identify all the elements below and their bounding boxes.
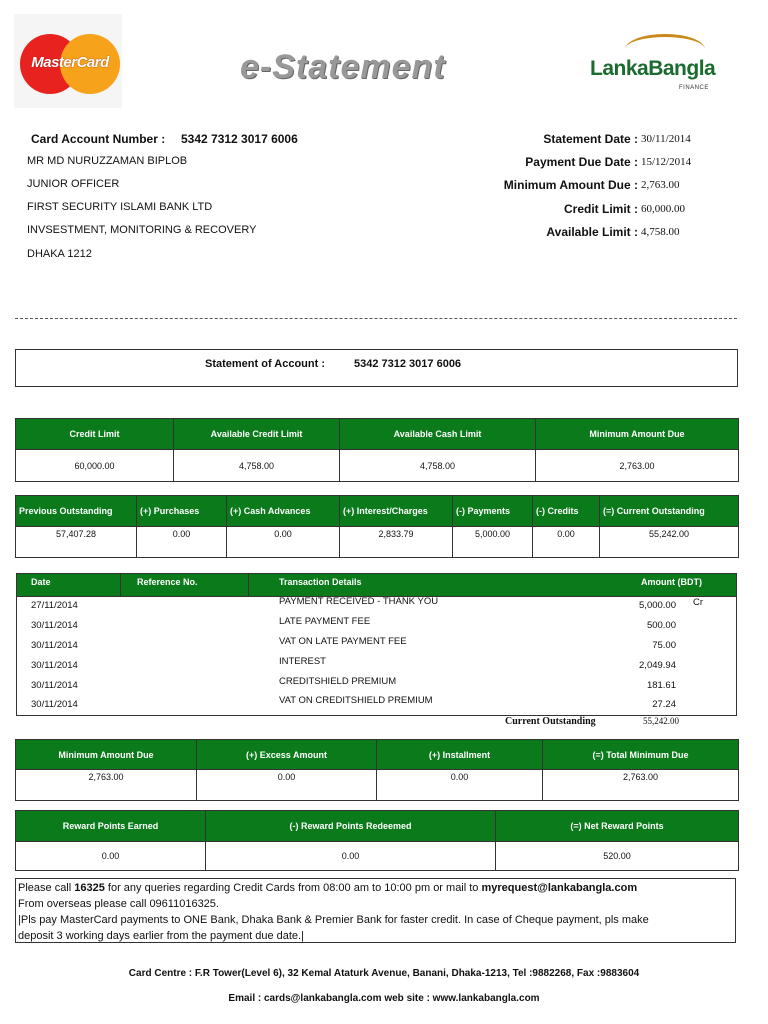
tx-header-amount: Amount (BDT): [641, 577, 702, 587]
minimum-header-excess: (+) Excess Amount: [197, 740, 377, 770]
tx-amount: 181.61: [646, 680, 676, 691]
tx-flag: Cr: [693, 597, 704, 608]
reward-header-earned: Reward Points Earned: [16, 811, 206, 842]
tx-header-details: Transaction Details: [279, 577, 362, 587]
address-line-1: MR MD NURUZZAMAN BIPLOB: [27, 155, 188, 167]
support-email-link[interactable]: myrequest@lankabangla.com: [481, 882, 638, 894]
outstanding-value-payments: 5,000.00: [453, 527, 533, 558]
minimum-header-due: Minimum Amount Due: [16, 740, 197, 770]
address-line-4: INVSESTMENT, MONITORING & RECOVERY: [27, 224, 257, 236]
tx-details: VAT ON LATE PAYMENT FEE: [279, 636, 407, 647]
tx-amount: 500.00: [646, 620, 676, 631]
transactions-header: [16, 573, 737, 597]
available-limit-label: Available Limit :: [546, 225, 638, 239]
tx-date: 30/11/2014: [31, 660, 78, 671]
footer-contact: Email : cards@lankabangla.com web site : www.lankabangla.com: [228, 993, 540, 1004]
reward-header-net: (=) Net Reward Points: [496, 811, 739, 842]
reward-points-table: [15, 810, 739, 871]
outstanding-value-credits: 0.00: [533, 527, 600, 558]
minimum-amount-due-label: Minimum Amount Due :: [503, 178, 638, 192]
minimum-value-due: 2,763.00: [16, 770, 197, 801]
limits-value-available-credit: 4,758.00: [174, 450, 340, 482]
tx-header-reference: Reference No.: [137, 577, 198, 587]
support-phone: 16325: [74, 882, 105, 894]
payment-due-date-label: Payment Due Date :: [525, 155, 638, 169]
tx-amount: 27.24: [652, 699, 676, 710]
tx-details: CREDITSHIELD PREMIUM: [279, 676, 397, 687]
table-row: [17, 658, 738, 678]
outstanding-header-previous: Previous Outstanding: [16, 496, 137, 527]
notes-line-4: deposit 3 working days earlier from the payment due date.|: [18, 930, 304, 942]
outstanding-header-payments: (-) Payments: [453, 496, 533, 527]
lankabangla-logo-sub: FINANCE: [679, 85, 709, 91]
credit-limit-label: Credit Limit :: [564, 202, 638, 216]
outstanding-table: [15, 495, 739, 558]
address-line-3: FIRST SECURITY ISLAMI BANK LTD: [27, 201, 213, 213]
outstanding-header-credits: (-) Credits: [533, 496, 600, 527]
outstanding-header-interest: (+) Interest/Charges: [340, 496, 453, 527]
reward-value-earned: 0.00: [16, 842, 206, 871]
statement-of-account-value: 5342 7312 3017 6006: [354, 358, 462, 370]
outstanding-value-interest: 2,833.79: [340, 527, 453, 558]
tx-details: LATE PAYMENT FEE: [279, 616, 371, 627]
outstanding-value-current: 55,242.00: [600, 527, 739, 558]
minimum-value-installment: 0.00: [377, 770, 543, 801]
statement-date-label: Statement Date :: [543, 132, 638, 146]
card-number-value: 5342 7312 3017 6006: [181, 132, 298, 146]
payment-due-date-value: 15/12/2014: [641, 156, 692, 168]
limits-header-available-cash: Available Cash Limit: [340, 419, 536, 450]
notes-box: [15, 878, 736, 943]
notes-line-2: From overseas please call 09611016325.: [18, 898, 219, 910]
card-number-label: Card Account Number :: [31, 132, 166, 146]
table-row: [17, 697, 738, 717]
limits-value-available-cash: 4,758.00: [340, 450, 536, 482]
tx-amount: 75.00: [652, 640, 676, 651]
lankabangla-logo-text: LankaBangla: [590, 57, 716, 80]
minimum-due-table: [15, 739, 739, 801]
outstanding-value-cash-advances: 0.00: [227, 527, 340, 558]
minimum-header-installment: (+) Installment: [377, 740, 543, 770]
tx-header-date: Date: [31, 577, 51, 587]
tx-date: 30/11/2014: [31, 620, 78, 631]
minimum-value-total: 2,763.00: [543, 770, 739, 801]
notes-line-3: |Pls pay MasterCard payments to ONE Bank, Dhaka Bank & Premier Bank for faster credit. In case of Cheque payment, pls make: [18, 914, 649, 926]
tx-date: 30/11/2014: [31, 640, 78, 651]
mastercard-logo-text: MasterCard: [31, 54, 109, 71]
limits-value-minimum-due: 2,763.00: [536, 450, 739, 482]
page-title: e-Statement: [240, 48, 446, 86]
dashed-divider: [15, 318, 737, 319]
notes-line-1: Please call 16325 for any queries regarding Credit Cards from 08:00 am to 10:00 pm or mail to myrequest@lankabangla.com: [18, 882, 638, 894]
outstanding-header-purchases: (+) Purchases: [137, 496, 227, 527]
reward-header-redeemed: (-) Reward Points Redeemed: [206, 811, 496, 842]
transactions-body: [16, 597, 737, 716]
table-row: [17, 618, 738, 638]
statement-date-value: 30/11/2014: [641, 133, 691, 145]
credit-limit-value: 60,000.00: [641, 203, 685, 215]
limits-header-minimum-due: Minimum Amount Due: [536, 419, 739, 450]
footer-address: Card Centre : F.R Tower(Level 6), 32 Kemal Ataturk Avenue, Banani, Dhaka-1213, Tel :9882268, Fax :9883604: [128, 968, 640, 979]
minimum-amount-due-value: 2,763.00: [641, 179, 680, 191]
table-row: [17, 638, 738, 658]
reward-value-redeemed: 0.00: [206, 842, 496, 871]
current-outstanding-value: 55,242.00: [643, 716, 679, 726]
limits-header-credit-limit: Credit Limit: [16, 419, 174, 450]
table-row: [17, 598, 738, 618]
limits-table: [15, 418, 739, 482]
tx-amount: 2,049.94: [639, 660, 676, 671]
statement-of-account-label: Statement of Account :: [205, 358, 325, 370]
tx-date: 27/11/2014: [31, 600, 78, 611]
limits-header-available-credit: Available Credit Limit: [174, 419, 340, 450]
tx-date: 30/11/2014: [31, 699, 78, 710]
tx-details: INTEREST: [279, 656, 326, 667]
tx-date: 30/11/2014: [31, 680, 78, 691]
tx-details: PAYMENT RECEIVED - THANK YOU: [279, 596, 439, 607]
available-limit-value: 4,758.00: [641, 226, 680, 238]
tx-details: VAT ON CREDITSHIELD PREMIUM: [279, 695, 433, 706]
address-line-2: JUNIOR OFFICER: [27, 178, 120, 190]
reward-value-net: 520.00: [496, 842, 739, 871]
address-line-5: DHAKA 1212: [27, 248, 92, 260]
outstanding-value-purchases: 0.00: [137, 527, 227, 558]
outstanding-value-previous: 57,407.28: [16, 527, 137, 558]
tx-amount: 5,000.00: [639, 600, 676, 611]
outstanding-header-current: (=) Current Outstanding: [600, 496, 739, 527]
current-outstanding-label: Current Outstanding: [505, 716, 596, 727]
minimum-header-total: (=) Total Minimum Due: [543, 740, 739, 770]
limits-value-credit-limit: 60,000.00: [16, 450, 174, 482]
outstanding-header-cash-advances: (+) Cash Advances: [227, 496, 340, 527]
minimum-value-excess: 0.00: [197, 770, 377, 801]
